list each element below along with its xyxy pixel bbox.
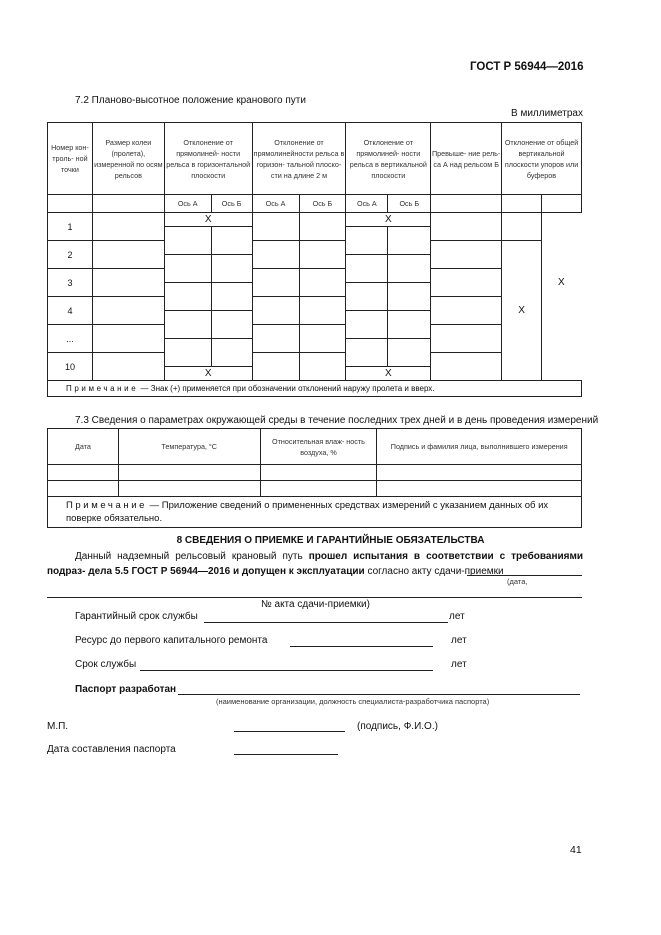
- col-rail-excess: Превыше- ние рель- са А над рельсом Б: [431, 123, 502, 195]
- environment-table: [47, 428, 582, 528]
- section-7-3-title: 7.3 Сведения о параметрах окружающей среды в течение последних трех дней и в день проведения измерений: [75, 415, 599, 426]
- row-number: 1: [48, 213, 93, 241]
- row-number: 10: [48, 353, 93, 381]
- warranty-years: лет: [449, 611, 465, 622]
- table-note: [48, 381, 582, 397]
- act-date-line[interactable]: [467, 574, 582, 576]
- row-number: ...: [48, 325, 93, 353]
- resource-years: лет: [451, 635, 467, 646]
- warranty-label: Гарантийный срок службы: [75, 611, 198, 622]
- stamp-label: М.П.: [47, 721, 69, 732]
- note-text: — Знак (+) применяется при обозначении отклонений наружу пролета и вверх.: [138, 384, 435, 393]
- signature-hint: (подпись, Ф.И.О.): [357, 721, 438, 732]
- signature-line[interactable]: [234, 730, 345, 732]
- note-label: Примечание: [66, 500, 147, 511]
- service-years: лет: [451, 659, 467, 670]
- row-number: 3: [48, 269, 93, 297]
- table-note: [48, 497, 582, 528]
- resource-line[interactable]: [290, 645, 433, 647]
- axis-b-label: Ось Б: [211, 195, 252, 213]
- x-mark: X: [164, 213, 252, 227]
- note-label: Примечание: [66, 384, 139, 393]
- col-temperature: Температура, °С: [118, 429, 260, 465]
- passport-line[interactable]: [178, 693, 580, 695]
- col-date: Дата: [48, 429, 119, 465]
- service-label: Срок службы: [75, 659, 137, 670]
- service-line[interactable]: [140, 669, 433, 671]
- passport-label: Паспорт разработан: [75, 684, 177, 695]
- para-end: согласно акту сдачи-приемки: [364, 565, 504, 577]
- row-number: 4: [48, 297, 93, 325]
- col-vertical-deviation: Отклонение от прямолиней- ности рельса в вертикальной плоскости: [346, 123, 431, 195]
- axis-a-label: Ось А: [164, 195, 211, 213]
- act-number-line[interactable]: [47, 596, 582, 598]
- passport-hint: (наименование организации, должность специалиста-разработчика паспорта): [216, 697, 490, 706]
- axis-a-label: Ось А: [252, 195, 299, 213]
- axis-b-label: Ось Б: [299, 195, 346, 213]
- standard-header: ГОСТ Р 56944—2016: [470, 61, 584, 73]
- x-mark: X: [346, 213, 431, 227]
- para-start: Данный надземный рельсовый крановый путь: [75, 551, 309, 562]
- x-mark: X: [558, 277, 565, 288]
- row-number: 2: [48, 241, 93, 269]
- hint-act: № акта сдачи-приемки): [261, 599, 370, 610]
- section-7-2-title: 7.2 Планово-высотное положение кранового пути: [75, 95, 306, 106]
- col-humidity: Относительная влаж- ность воздуха, %: [260, 429, 377, 465]
- axis-a-label: Ось А: [346, 195, 388, 213]
- col-length-deviation: Отклонение от прямолинейности рельса в горизон- тальной плоско- сти на длине 2 м: [252, 123, 346, 195]
- col-point-number: Номер кон- троль- ной точки: [48, 123, 93, 195]
- x-mark: X: [502, 241, 542, 381]
- units-label: В миллиметрах: [511, 108, 583, 119]
- section-8-title: 8 СВЕДЕНИЯ О ПРИЕМКЕ И ГАРАНТИЙНЫЕ ОБЯЗАТЕЛЬСТВА: [176, 535, 485, 546]
- col-track-gauge: Размер колеи (пролета), измеренной по осям рельсов: [92, 123, 164, 195]
- para-bold: прошел испытания в соответствии с требованиями подраз- дела 5.5 ГОСТ Р 56944—2016 и допущен к эксплуатации: [47, 551, 584, 577]
- col-signature: Подпись и фамилия лица, выполнившего измерения: [377, 429, 582, 465]
- date-line[interactable]: [234, 753, 338, 755]
- x-mark: X: [164, 367, 252, 381]
- note-text: — Приложение сведений о примененных средствах измерений с указанием данных об их поверке обязательно.: [66, 500, 549, 524]
- position-table: [47, 122, 582, 397]
- hint-date: (дата,: [507, 577, 528, 586]
- date-label: Дата составления паспорта: [47, 744, 176, 755]
- page-number: 41: [570, 844, 582, 856]
- resource-label: Ресурс до первого капитального ремонта: [75, 635, 268, 646]
- col-horizontal-deviation: Отклонение от прямолиней- ности рельса в горизонтальной плоскости: [164, 123, 252, 195]
- col-general-deviation: Отклонение от общей вертикальной плоскости упоров или буферов: [502, 123, 582, 195]
- axis-b-label: Ось Б: [388, 195, 431, 213]
- warranty-line[interactable]: [204, 621, 448, 623]
- x-mark: X: [346, 367, 431, 381]
